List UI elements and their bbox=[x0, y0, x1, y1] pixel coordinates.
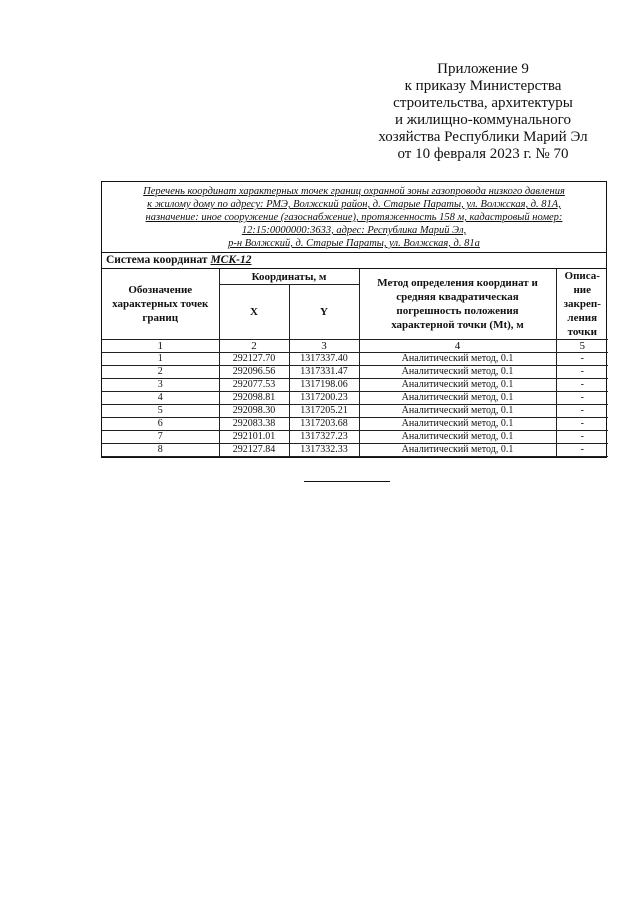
column-number: 1 bbox=[102, 340, 219, 353]
coordinate-system bbox=[102, 253, 606, 269]
cell-x: 292127.70 bbox=[219, 353, 289, 366]
header-point: Обозначение характерных точек границ bbox=[102, 269, 219, 340]
cell-description: - bbox=[556, 392, 608, 405]
column-number: 5 bbox=[556, 340, 608, 353]
appendix-line: от 10 февраля 2023 г. № 70 bbox=[397, 146, 569, 162]
table-row bbox=[102, 444, 608, 457]
cell-y: 1317332.33 bbox=[289, 444, 359, 457]
cell-description: - bbox=[556, 366, 608, 379]
cell-x: 292083.38 bbox=[219, 418, 289, 431]
cell-point: 4 bbox=[102, 392, 219, 405]
cell-description: - bbox=[556, 379, 608, 392]
column-number: 4 bbox=[359, 340, 556, 353]
cell-point: 6 bbox=[102, 418, 219, 431]
table-title-line: Перечень координат характерных точек границ охранной зоны газопровода низкого давления bbox=[143, 186, 565, 197]
table-row bbox=[102, 405, 608, 418]
cell-x: 292077.53 bbox=[219, 379, 289, 392]
cell-point: 1 bbox=[102, 353, 219, 366]
table-row bbox=[102, 366, 608, 379]
appendix-header bbox=[358, 61, 608, 163]
header-method: Метод определения координат и средняя квадратическая погрешность положения характерной точки (Mt), м bbox=[359, 269, 556, 340]
cell-y: 1317203.68 bbox=[289, 418, 359, 431]
cell-y: 1317327.23 bbox=[289, 431, 359, 444]
cell-point: 8 bbox=[102, 444, 219, 457]
coordinates-table-frame bbox=[101, 181, 607, 458]
cell-point: 2 bbox=[102, 366, 219, 379]
header-y: Y bbox=[289, 285, 359, 340]
cell-y: 1317205.21 bbox=[289, 405, 359, 418]
header-coordinates: Координаты, м bbox=[219, 269, 359, 285]
table-title bbox=[102, 182, 606, 253]
header-x: X bbox=[219, 285, 289, 340]
cell-y: 1317331.47 bbox=[289, 366, 359, 379]
table-title-line: назначение: иное сооружение (газоснабжение), протяженность 158 м, кадастровый номер: bbox=[145, 212, 563, 223]
coordinate-system-value: МСК-12 bbox=[210, 254, 252, 266]
table-row bbox=[102, 392, 608, 405]
coordinate-system-label: Система координат bbox=[106, 254, 208, 266]
cell-x: 292101.01 bbox=[219, 431, 289, 444]
cell-x: 292096.56 bbox=[219, 366, 289, 379]
cell-y: 1317337.40 bbox=[289, 353, 359, 366]
appendix-line: строительства, архитектуры bbox=[393, 95, 573, 111]
cell-method: Аналитический метод, 0.1 bbox=[359, 431, 556, 444]
header-row bbox=[102, 269, 608, 285]
cell-description: - bbox=[556, 444, 608, 457]
cell-method: Аналитический метод, 0.1 bbox=[359, 444, 556, 457]
cell-description: - bbox=[556, 418, 608, 431]
cell-x: 292098.81 bbox=[219, 392, 289, 405]
header-description: Описа-ние закреп-ления точки bbox=[556, 269, 608, 340]
table-row bbox=[102, 418, 608, 431]
cell-method: Аналитический метод, 0.1 bbox=[359, 353, 556, 366]
cell-method: Аналитический метод, 0.1 bbox=[359, 405, 556, 418]
table-title-line: р-н Волжский, д. Старые Параты, ул. Волжская, д. 81а bbox=[228, 238, 480, 249]
cell-description: - bbox=[556, 405, 608, 418]
cell-y: 1317198.06 bbox=[289, 379, 359, 392]
cell-description: - bbox=[556, 353, 608, 366]
cell-point: 7 bbox=[102, 431, 219, 444]
cell-method: Аналитический метод, 0.1 bbox=[359, 379, 556, 392]
coordinates-table bbox=[102, 269, 608, 457]
cell-method: Аналитический метод, 0.1 bbox=[359, 366, 556, 379]
table-title-line: 12:15:0000000:3633, адрес: Республика Марий Эл, bbox=[241, 225, 467, 236]
appendix-line: к приказу Министерства bbox=[404, 78, 562, 94]
cell-description: - bbox=[556, 431, 608, 444]
cell-x: 292127.84 bbox=[219, 444, 289, 457]
column-number: 2 bbox=[219, 340, 289, 353]
appendix-line: и жилищно-коммунального bbox=[395, 112, 571, 128]
column-number-row bbox=[102, 340, 608, 353]
cell-y: 1317200.23 bbox=[289, 392, 359, 405]
appendix-line: Приложение 9 bbox=[437, 61, 529, 77]
cell-method: Аналитический метод, 0.1 bbox=[359, 392, 556, 405]
appendix-line: хозяйства Республики Марий Эл bbox=[378, 129, 588, 145]
cell-point: 5 bbox=[102, 405, 219, 418]
column-number: 3 bbox=[289, 340, 359, 353]
table-row bbox=[102, 431, 608, 444]
closing-rule bbox=[304, 481, 390, 482]
cell-method: Аналитический метод, 0.1 bbox=[359, 418, 556, 431]
table-row bbox=[102, 379, 608, 392]
table-title-line: к жилому дому по адресу: РМЭ, Волжский район, д. Старые Параты, ул. Волжская, д. 81А, bbox=[147, 199, 561, 210]
table-row bbox=[102, 353, 608, 366]
cell-x: 292098.30 bbox=[219, 405, 289, 418]
cell-point: 3 bbox=[102, 379, 219, 392]
